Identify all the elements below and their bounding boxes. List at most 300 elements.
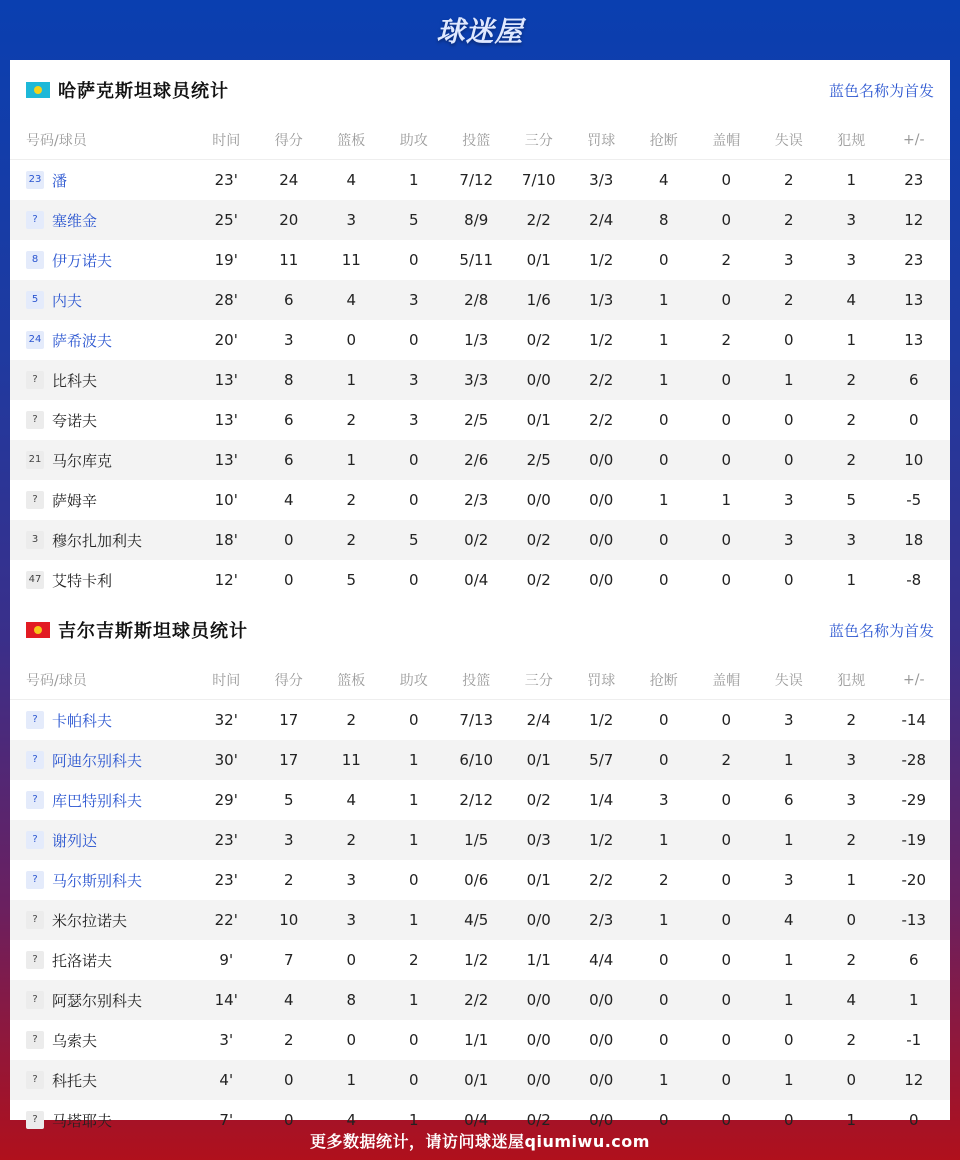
jersey-number-badge: ? xyxy=(26,711,44,729)
player-name-link[interactable]: 塞维金 xyxy=(52,211,98,230)
stat-cell: 1 xyxy=(408,791,419,809)
stat-cell: 1/2 xyxy=(589,831,614,849)
stat-cell: 5/7 xyxy=(589,751,614,769)
stat-cell: 1 xyxy=(658,831,669,849)
stat-cell: 8 xyxy=(346,991,357,1009)
stat-cell: 6 xyxy=(783,791,794,809)
player-row xyxy=(10,520,950,560)
jersey-number-badge: ? xyxy=(26,1071,44,1089)
stat-cell: 0/0 xyxy=(526,371,551,389)
stat-cell: 4 xyxy=(346,291,357,309)
stat-cell: -20 xyxy=(901,871,926,889)
player-name-link[interactable]: 潘 xyxy=(52,171,68,190)
player-row xyxy=(10,980,950,1020)
stat-cell: 1/1 xyxy=(526,951,551,969)
stat-cell: 1 xyxy=(783,951,794,969)
stat-cell: 24 xyxy=(279,171,299,189)
stat-cell: 4 xyxy=(346,171,357,189)
stat-cell: 0 xyxy=(783,331,794,349)
stat-cell: 2/5 xyxy=(464,411,489,429)
stat-cell: 1 xyxy=(846,1111,857,1129)
stat-cell: 0/1 xyxy=(526,411,551,429)
player-cell[interactable] xyxy=(10,210,195,231)
stat-cell: 1/2 xyxy=(589,331,614,349)
stat-cell: 0 xyxy=(721,1111,732,1129)
player-row xyxy=(10,1020,950,1060)
stat-cell: 2/2 xyxy=(589,371,614,389)
brand-wordmark: 球迷屋 xyxy=(436,15,524,48)
stat-cell: 1/2 xyxy=(464,951,489,969)
player-cell xyxy=(10,950,195,971)
stat-cell: 5 xyxy=(408,531,419,549)
stat-cell: 2 xyxy=(408,951,419,969)
stat-cell: 2/6 xyxy=(464,451,489,469)
stat-cell: 0/0 xyxy=(589,451,614,469)
stat-cell: 2 xyxy=(658,871,669,889)
player-cell xyxy=(10,450,195,471)
stat-cell: 6 xyxy=(283,451,294,469)
stat-cell: -28 xyxy=(901,751,926,769)
stat-cell: 8 xyxy=(283,371,294,389)
player-name-link[interactable]: 萨希波夫 xyxy=(52,331,113,350)
player-name: 乌索夫 xyxy=(52,1031,98,1050)
player-cell xyxy=(10,990,195,1011)
player-row xyxy=(10,820,950,860)
player-name-link[interactable]: 阿迪尔别科夫 xyxy=(52,751,143,770)
stat-cell: 0 xyxy=(721,291,732,309)
stat-cell: 6 xyxy=(908,951,919,969)
stat-cell: 0/3 xyxy=(526,831,551,849)
column-header: 助攻 xyxy=(399,132,428,149)
column-header: +/- xyxy=(903,131,925,148)
column-header: 犯规 xyxy=(837,132,866,149)
stat-cell: 0 xyxy=(658,1111,669,1129)
stat-cell: 1 xyxy=(346,1071,357,1089)
stat-cell: 1 xyxy=(783,831,794,849)
stat-cell: 2/2 xyxy=(589,411,614,429)
column-header: 时间 xyxy=(212,672,241,689)
stat-cell: 13' xyxy=(214,451,238,469)
stat-cell: 11 xyxy=(341,751,361,769)
stat-cell: 0 xyxy=(721,951,732,969)
stat-cell: 0/1 xyxy=(526,871,551,889)
stat-cell: 1 xyxy=(783,751,794,769)
stat-cell: 2/2 xyxy=(526,211,551,229)
column-header: 号码/球员 xyxy=(26,672,87,689)
column-header: 投篮 xyxy=(462,672,491,689)
stat-cell: 0 xyxy=(346,331,357,349)
stat-cell: 1/4 xyxy=(589,791,614,809)
stat-cell: 3 xyxy=(658,791,669,809)
stat-cell: 18 xyxy=(904,531,924,549)
stat-cell: 2/3 xyxy=(464,491,489,509)
stat-cell: -29 xyxy=(901,791,926,809)
stat-cell: 0/0 xyxy=(589,491,614,509)
stat-cell: 0 xyxy=(408,1071,419,1089)
stat-cell: 2 xyxy=(721,251,732,269)
stat-cell: 0 xyxy=(846,1071,857,1089)
stat-cell: 2 xyxy=(783,171,794,189)
column-header: 盖帽 xyxy=(712,672,741,689)
player-name: 阿瑟尔别科夫 xyxy=(52,991,143,1010)
stat-cell: 2 xyxy=(846,371,857,389)
player-cell[interactable] xyxy=(10,250,195,271)
stat-cell: 23' xyxy=(214,871,238,889)
starter-legend-note: 蓝色名称为首发 xyxy=(828,621,934,640)
stat-cell: 5/11 xyxy=(459,251,494,269)
stat-cell: 30' xyxy=(214,751,238,769)
player-name: 夸诺夫 xyxy=(52,411,98,430)
stat-cell: 13 xyxy=(904,331,924,349)
stat-cell: 2 xyxy=(283,871,294,889)
stat-cell: 17 xyxy=(279,711,299,729)
stat-cell: 1 xyxy=(658,291,669,309)
column-header: 罚球 xyxy=(587,132,616,149)
stat-cell: 3 xyxy=(408,371,419,389)
stat-cell: 1 xyxy=(783,371,794,389)
stat-cell: 3/3 xyxy=(589,171,614,189)
stat-cell: 3' xyxy=(219,1031,234,1049)
stat-cell: 0 xyxy=(658,711,669,729)
stat-cell: 5 xyxy=(346,571,357,589)
stat-cell: 0/0 xyxy=(526,911,551,929)
team-section xyxy=(10,600,950,1140)
stat-cell: 0/0 xyxy=(526,1031,551,1049)
player-cell[interactable] xyxy=(10,710,195,731)
player-row xyxy=(10,440,950,480)
stat-cell: 11 xyxy=(279,251,299,269)
player-name: 马塔耶夫 xyxy=(52,1111,113,1130)
stat-cell: 0 xyxy=(721,1031,732,1049)
section-header xyxy=(10,600,950,660)
stat-cell: 2 xyxy=(346,531,357,549)
player-row xyxy=(10,480,950,520)
stat-cell: 0 xyxy=(283,571,294,589)
stat-cell: 1/6 xyxy=(526,291,551,309)
stat-cell: 0 xyxy=(783,571,794,589)
stat-cell: 3 xyxy=(408,411,419,429)
stat-cell: 1/5 xyxy=(464,831,489,849)
player-cell[interactable] xyxy=(10,330,195,351)
column-header: 得分 xyxy=(274,672,303,689)
stat-cell: 1 xyxy=(783,1071,794,1089)
stat-cell: 0 xyxy=(658,951,669,969)
stat-cell: 1 xyxy=(658,1071,669,1089)
stat-cell: 1 xyxy=(408,171,419,189)
stat-cell: 22' xyxy=(214,911,238,929)
player-row xyxy=(10,780,950,820)
player-name: 穆尔扎加利夫 xyxy=(52,531,143,550)
column-header: 失误 xyxy=(774,132,803,149)
player-cell[interactable] xyxy=(10,830,195,851)
player-name: 米尔拉诺夫 xyxy=(52,911,128,930)
player-cell xyxy=(10,410,195,431)
stat-cell: 0 xyxy=(408,451,419,469)
player-name-link[interactable]: 内夫 xyxy=(52,291,83,310)
stat-cell: 29' xyxy=(214,791,238,809)
stat-cell: 0 xyxy=(408,711,419,729)
stat-cell: 2 xyxy=(846,1031,857,1049)
stat-cell: 2/3 xyxy=(589,911,614,929)
stat-cell: 4 xyxy=(658,171,669,189)
stat-cell: 3 xyxy=(783,711,794,729)
stat-cell: 0/0 xyxy=(589,991,614,1009)
stat-cell: 1/3 xyxy=(589,291,614,309)
stat-cell: 1 xyxy=(846,171,857,189)
stat-cell: 0/2 xyxy=(526,791,551,809)
jersey-number-badge: ? xyxy=(26,911,44,929)
jersey-number-badge: 5 xyxy=(26,291,44,309)
stat-cell: 3 xyxy=(346,911,357,929)
stat-cell: 2/4 xyxy=(526,711,551,729)
stat-cell: 0/0 xyxy=(589,1071,614,1089)
stat-cell: 0 xyxy=(283,531,294,549)
stat-cell: 3 xyxy=(846,791,857,809)
column-header: 得分 xyxy=(274,132,303,149)
stat-cell: 2/2 xyxy=(464,991,489,1009)
team-title: 吉尔吉斯斯坦球员统计 xyxy=(58,621,248,642)
column-header: 篮板 xyxy=(337,672,366,689)
player-name: 托洛诺夫 xyxy=(52,951,113,970)
stat-cell: 1 xyxy=(658,371,669,389)
section-title xyxy=(26,77,229,103)
stat-cell: 2 xyxy=(283,1031,294,1049)
stat-cell: -13 xyxy=(901,911,926,929)
stat-cell: 19' xyxy=(214,251,238,269)
stat-cell: 0 xyxy=(658,451,669,469)
jersey-number-badge: 47 xyxy=(26,571,44,589)
jersey-number-badge: ? xyxy=(26,871,44,889)
stat-cell: -8 xyxy=(906,571,922,589)
stat-cell: 10 xyxy=(279,911,299,929)
stat-cell: 4' xyxy=(219,1071,234,1089)
stat-cell: 0/0 xyxy=(589,1031,614,1049)
stat-cell: 0 xyxy=(408,331,419,349)
stat-cell: 0 xyxy=(658,571,669,589)
stat-cell: 2 xyxy=(846,831,857,849)
stat-cell: 1/2 xyxy=(589,251,614,269)
stat-cell: 0 xyxy=(721,531,732,549)
stat-cell: 0/1 xyxy=(464,1071,489,1089)
stat-cell: 0 xyxy=(721,211,732,229)
stat-cell: 0/0 xyxy=(526,491,551,509)
column-header: +/- xyxy=(903,671,925,688)
jersey-number-badge: 8 xyxy=(26,251,44,269)
stat-cell: 3 xyxy=(846,251,857,269)
player-row xyxy=(10,740,950,780)
stat-cell: 2 xyxy=(721,751,732,769)
stat-cell: 5 xyxy=(283,791,294,809)
jersey-number-badge: ? xyxy=(26,831,44,849)
stat-cell: 3 xyxy=(283,831,294,849)
stat-cell: 28' xyxy=(214,291,238,309)
jersey-number-badge: 23 xyxy=(26,171,44,189)
stat-cell: 0 xyxy=(721,871,732,889)
stat-cell: 0 xyxy=(783,411,794,429)
player-row xyxy=(10,240,950,280)
stat-cell: 0 xyxy=(721,711,732,729)
stat-cell: 1 xyxy=(846,871,857,889)
player-row xyxy=(10,160,950,200)
stat-cell: 0/0 xyxy=(589,1111,614,1129)
stat-cell: 1 xyxy=(346,451,357,469)
stat-cell: 20' xyxy=(214,331,238,349)
player-cell[interactable] xyxy=(10,790,195,811)
stat-cell: 1 xyxy=(408,1111,419,1129)
player-row xyxy=(10,700,950,740)
stat-cell: 4 xyxy=(346,791,357,809)
stat-cell: 1 xyxy=(658,491,669,509)
stat-cell: 32' xyxy=(214,711,238,729)
stat-cell: 0 xyxy=(721,371,732,389)
player-row xyxy=(10,320,950,360)
stat-cell: 0 xyxy=(658,1031,669,1049)
stat-cell: 2 xyxy=(346,411,357,429)
jersey-number-badge: ? xyxy=(26,791,44,809)
player-row xyxy=(10,900,950,940)
stat-cell: 7/13 xyxy=(459,711,494,729)
stat-cell: 10 xyxy=(904,451,924,469)
stat-cell: 3 xyxy=(846,211,857,229)
stat-cell: 2 xyxy=(846,951,857,969)
player-cell xyxy=(10,570,195,591)
stat-cell: 0 xyxy=(783,1111,794,1129)
player-name-link[interactable]: 卡帕科夫 xyxy=(52,711,113,730)
stat-cell: 0 xyxy=(721,911,732,929)
stat-cell: -19 xyxy=(901,831,926,849)
stat-cell: 0/2 xyxy=(526,331,551,349)
player-name: 马尔库克 xyxy=(52,451,113,470)
player-cell[interactable] xyxy=(10,870,195,891)
stat-cell: 6 xyxy=(283,291,294,309)
column-header: 罚球 xyxy=(587,672,616,689)
stat-cell: 7/10 xyxy=(521,171,556,189)
stat-cell: 0 xyxy=(721,991,732,1009)
stat-cell: 0 xyxy=(721,411,732,429)
player-cell xyxy=(10,370,195,391)
jersey-number-badge: ? xyxy=(26,951,44,969)
player-name-link[interactable]: 马尔斯别科夫 xyxy=(52,871,143,890)
stat-cell: 0 xyxy=(721,791,732,809)
player-name-link[interactable]: 谢列达 xyxy=(52,831,98,850)
player-name-link[interactable]: 伊万诺夫 xyxy=(52,251,113,270)
column-header: 三分 xyxy=(524,132,553,149)
stat-cell: 1 xyxy=(783,991,794,1009)
stat-cell: 0 xyxy=(408,491,419,509)
stat-cell: 1/3 xyxy=(464,331,489,349)
player-cell xyxy=(10,530,195,551)
team-title: 哈萨克斯坦球员统计 xyxy=(58,81,229,102)
stat-cell: 0 xyxy=(908,411,919,429)
column-header: 时间 xyxy=(212,132,241,149)
stat-cell: 17 xyxy=(279,751,299,769)
stat-cell: 13' xyxy=(214,371,238,389)
jersey-number-badge: 3 xyxy=(26,531,44,549)
footer-banner xyxy=(0,1120,960,1160)
column-header: 抢断 xyxy=(649,132,678,149)
player-cell[interactable] xyxy=(10,170,195,191)
stat-cell: 13 xyxy=(904,291,924,309)
stat-cell: 8/9 xyxy=(464,211,489,229)
stat-cell: 0 xyxy=(783,1031,794,1049)
column-header: 盖帽 xyxy=(712,132,741,149)
stat-cell: 3 xyxy=(783,491,794,509)
stat-cell: 2 xyxy=(783,211,794,229)
kazakhstan-flag-icon xyxy=(26,82,50,98)
jersey-number-badge: ? xyxy=(26,411,44,429)
stats-panel xyxy=(10,60,950,1130)
stat-cell: 4 xyxy=(783,911,794,929)
stat-cell: -14 xyxy=(901,711,926,729)
stat-cell: 4/4 xyxy=(589,951,614,969)
column-header: 助攻 xyxy=(399,672,428,689)
stat-cell: 4 xyxy=(846,291,857,309)
stat-cell: 0 xyxy=(658,751,669,769)
stat-cell: 0 xyxy=(408,571,419,589)
player-name-link[interactable]: 库巴特别科夫 xyxy=(52,791,143,810)
player-cell xyxy=(10,490,195,511)
jersey-number-badge: ? xyxy=(26,211,44,229)
player-cell[interactable] xyxy=(10,750,195,771)
jersey-number-badge: ? xyxy=(26,1031,44,1049)
stat-cell: 7 xyxy=(283,951,294,969)
stat-cell: 23' xyxy=(214,831,238,849)
jersey-number-badge: 24 xyxy=(26,331,44,349)
stat-cell: 4 xyxy=(346,1111,357,1129)
stat-cell: 23 xyxy=(904,171,924,189)
stat-cell: -1 xyxy=(906,1031,922,1049)
stat-cell: 3/3 xyxy=(464,371,489,389)
stat-cell: 6 xyxy=(908,371,919,389)
stat-cell: 2/12 xyxy=(459,791,494,809)
stat-cell: 0/2 xyxy=(464,531,489,549)
column-header: 抢断 xyxy=(649,672,678,689)
stat-cell: 1 xyxy=(408,911,419,929)
stat-cell: -5 xyxy=(906,491,922,509)
stat-cell: 0/4 xyxy=(464,1111,489,1129)
stat-cell: 0/0 xyxy=(526,991,551,1009)
stat-cell: 6/10 xyxy=(459,751,494,769)
player-row xyxy=(10,400,950,440)
stat-cell: 1 xyxy=(346,371,357,389)
stat-cell: 0 xyxy=(346,1031,357,1049)
stat-cell: 3 xyxy=(408,291,419,309)
stat-cell: 2 xyxy=(846,411,857,429)
player-cell xyxy=(10,1030,195,1051)
stat-cell: 2 xyxy=(346,711,357,729)
player-cell[interactable] xyxy=(10,290,195,311)
jersey-number-badge: ? xyxy=(26,1111,44,1129)
stat-cell: 2/5 xyxy=(526,451,551,469)
player-cell xyxy=(10,1070,195,1091)
stat-cell: 3 xyxy=(783,871,794,889)
player-row xyxy=(10,200,950,240)
player-cell xyxy=(10,910,195,931)
stat-cell: 0/4 xyxy=(464,571,489,589)
stat-cell: 0 xyxy=(721,451,732,469)
stat-cell: 2/8 xyxy=(464,291,489,309)
stat-cell: 5 xyxy=(408,211,419,229)
stat-cell: 0/1 xyxy=(526,751,551,769)
player-row xyxy=(10,360,950,400)
stat-cell: 10' xyxy=(214,491,238,509)
stat-cell: 0/1 xyxy=(526,251,551,269)
stat-cell: 0/0 xyxy=(589,571,614,589)
stat-cell: 0 xyxy=(846,911,857,929)
stat-cell: 14' xyxy=(214,991,238,1009)
column-header: 号码/球员 xyxy=(26,132,87,149)
stat-cell: 1 xyxy=(658,331,669,349)
